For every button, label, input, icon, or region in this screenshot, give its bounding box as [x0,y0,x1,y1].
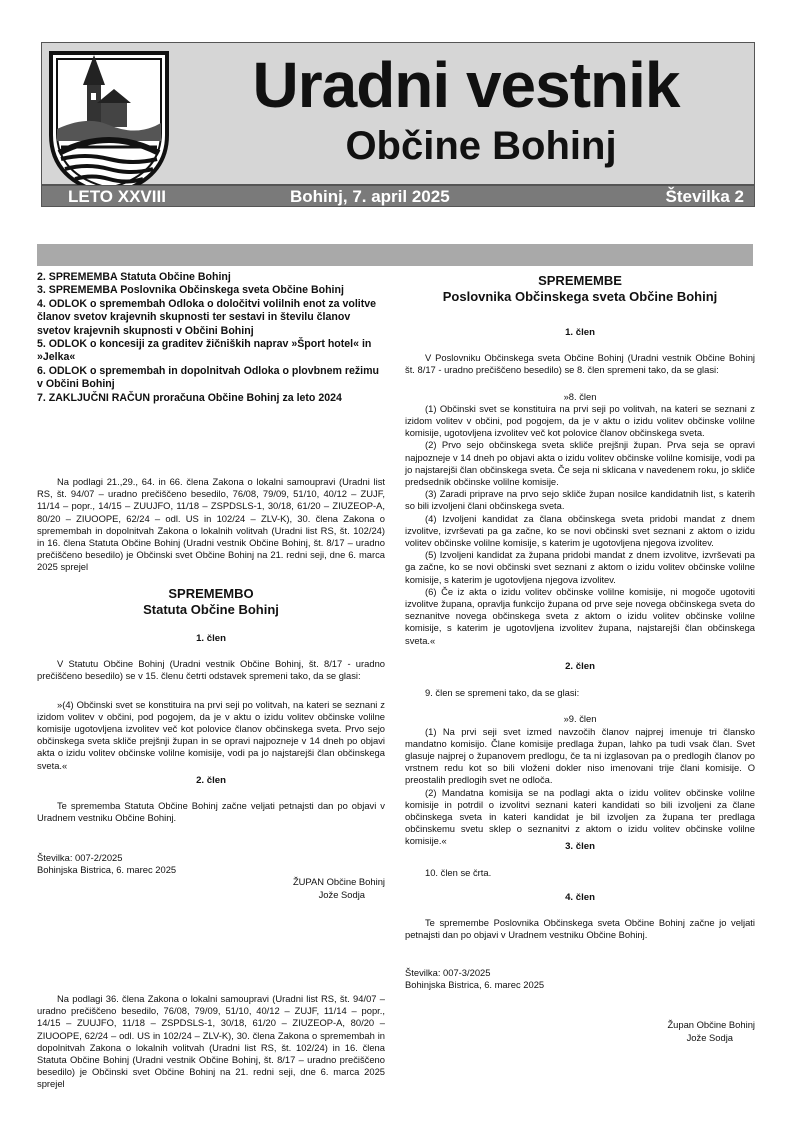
paragraph: (6) Če iz akta o izidu volitev občinske volilne komisije, ni mogoče ugotoviti izvolitve župana, opravlja funkcijo župana od prve seje novega občinskega sveta do seznanitve novega občinskega sveta z aktom o izidu volitev občinske volilne komisije, s katerim je ugotovljena izvolitev župana, najstarejši član občinskega sveta.« [405,585,755,646]
right-article-1 [405,327,755,647]
right-signature-block [405,967,755,1044]
article-quote-title: »9. člen [563,713,597,725]
signer-name: Jože Sodja [318,888,365,900]
paragraph: (2) Mandatna komisija se na podlagi akta o izidu volitev občinske volilne komisije in potrdil o izvolitvi seznani kateri kandidati so bili izvoljeni za člane občinskega sveta in kateri kandidat je bil izvoljen za župana ter predlaga občinskemu svetu sklep o seznanitvi z aktom o izidu volitev občinske volilne komisije.« [405,786,755,847]
paragraph: (1) Na prvi seji svet izmed navzočih članov najprej imenuje tri člansko mandatno komisijo. Člane komisije predlaga župan, lahko pa tudi vsak član. Svet glasuje najprej o županovem predlogu, če ta ni izglasovan pa o predlogih članov po vrstnem redu kot so bili vloženi dokler niso imenovani trije člani komisije. O preostalih predlogih svet ne odloča. [405,725,755,786]
article-text: V Poslovniku Občinskega sveta Občine Bohinj (Uradni vestnik Občine Bohinj št. 8/17 - uradno prečiščeno besedilo) se 8. člen spremeni tako, da se glasi: [405,352,755,376]
paragraph: (4) Izvoljeni kandidat za člana občinskega sveta pridobi mandat z dnem izvolitve, izvrševati pa ga začne, ko se novi občinski svet seznani z aktom o izidu volitev občinske volilne komisije, s katerim je ugotovljena njegova izvolitev. [405,512,755,549]
article-heading: 2. člen [196,775,226,786]
heading-poslovnika: Poslovnika Občinskega sveta Občine Bohinj [442,289,718,304]
heading-statuta: Statuta Občine Bohinj [143,602,279,617]
left-intro-1: Na podlagi 21.,29., 64. in 66. člena Zakona o lokalni samoupravi (Uradni list RS, št. 94/07 – uradno prečiščeno besedilo, 76/08, 79/09, 51/10, 40/12 – ZUJF, 11/14 – popr., 14/15 – ZUUJFO, 11/18 – ZSPDSLS-1, 30/18, 61/20 – ZIUZEOP-A, 80/20 – ZIUOOPE, 62/24 – odl. US in 102/24 – ZLV-K), 30. člena Zakona o spremembah in dopolnitvah Zakona o lokalnih volitvah (Uradni list RS, št. 102/24) in 16. člena Statuta Občine Bohinj (Uradni vestnik Občine Bohinj, št. 8/17 – uradno prečiščeno besedilo) je Občinski svet Občine Bohinj na 21. redni seji, dne 6. marca 2025 sprejel [37,476,385,573]
article-quote: »(4) Občinski svet se konstituira na prvi seji po volitvah, na kateri se seznani z izidom volitev v občini, pod pogojem, da je v aktu o izidu volitev občinske volilne komisije ugotovljena izvolitev več kot polovice članov občinskega sveta. Prvo sejo občinskega sveta skliče prejšnji župan in se opravi najpozneje v 14 dneh po objavi akta o izidu volitev občinske volilne komisije, vodi pa jo najstarejši član občinskega sveta.« [37,698,385,771]
left-signature-block [37,852,385,901]
separator-band [37,244,753,266]
table-of-contents [37,271,383,405]
toc-item[interactable]: 6. ODLOK o spremembah in dopolnitvah Odloka o plovbnem režimu v Občini Bohinj [37,364,379,391]
issue-date: Bohinj, 7. april 2025 [290,187,450,206]
toc-item[interactable]: 7. ZAKLJUČNI RAČUN proračuna Občine Bohinj za leto 2024 [37,391,342,404]
article-text: 10. člen se črta. [425,867,492,879]
paragraph: (3) Zaradi priprave na prvo sejo skliče župan nosilce kandidatnih list, s katerih so bili izvoljeni člani občinskega sveta. [405,488,755,512]
heading-spremembo: SPREMEMBO [168,586,254,601]
page-title: Uradni vestnik [252,49,680,121]
left-heading [37,586,385,618]
signer-name: Jože Sodja [686,1031,733,1043]
document-number: Številka: 007-2/2025 [37,852,123,863]
masthead-info-bar [41,185,755,207]
article-heading: 2. člen [565,661,595,672]
coat-of-arms-icon [47,49,171,197]
right-article-4 [405,892,755,942]
toc-item[interactable]: 3. SPREMEMBA Poslovnika Občinskega sveta Občine Bohinj [37,284,344,297]
page-subtitle: Občine Bohinj [345,124,617,168]
toc-item[interactable]: 5. ODLOK o koncesiji za graditev žičniških naprav »Šport hotel« in »Jelka« [37,338,372,364]
document-place-date: Bohinjska Bistrica, 6. marec 2025 [405,979,545,991]
heading-spremembe: SPREMEMBE [538,273,622,288]
right-article-2 [405,661,755,848]
masthead [41,42,755,207]
right-article-3 [405,841,755,879]
right-heading [405,273,755,305]
toc-item[interactable]: 2. SPREMEMBA Statuta Občine Bohinj [37,271,231,283]
document-place-date: Bohinjska Bistrica, 6. marec 2025 [37,864,177,876]
toc-item[interactable]: 4. ODLOK o spremembah Odloka o določitvi volilnih enot za volitve članov svetov krajevnih skupnosti ter sestavi in številu članov svetov krajevnih skupnosti v Občini Bohinj [37,297,377,337]
left-article-1 [37,633,385,772]
document-number: Številka: 007-3/2025 [405,967,491,978]
signer-role: ŽUPAN Občine Bohinj [292,876,385,888]
article-text: V Statutu Občine Bohinj (Uradni vestnik Občine Bohinj, št. 8/17 - uradno prečiščeno besedilo) se v 15. členu četrti odstavek spremeni tako, da se glasi: [37,658,385,682]
paragraph: (2) Prvo sejo občinskega sveta skliče prejšnji župan. Prva seja se opravi najpozneje v 14 dneh po objavi akta o izidu volitev občinske volilne komisije, vodi pa jo najstarejši član občinskega sveta. Če seja ni sklicana v navedenem roku, jo skliče predsednik občinske volilne komisije. [405,439,755,488]
year-label: LETO XXVIII [68,187,166,206]
issue-number: Številka 2 [665,187,744,206]
article-heading: 1. člen [196,633,226,644]
article-heading: 1. člen [565,327,595,338]
paragraph: (1) Občinski svet se konstituira na prvi seji po volitvah, na kateri se seznani z izidom volitev v občini, pod pogojem, da je v aktu o izidu volitev občinske volilne komisije, ugotovljena izvolitev več kot polovice članov občinskega sveta. [405,402,755,439]
article-text: Te spremembe Poslovnika Občinskega sveta Občine Bohinj začne jo veljati petnajsti dan po objavi v Uradnem vestniku Občine Bohinj. [405,917,755,941]
left-intro-2: Na podlagi 36. člena Zakona o lokalni samoupravi (Uradni list RS, št. 94/07 – uradno prečiščeno besedilo, 76/08, 79/09, 51/10, 40/12 – ZUJF, 11/14 – popr., 14/15 – ZUUJFO, 11/18 – ZSPDSLS-1, 30/18, 61/20 – ZIUZEOP-A, 80/20 – ZIUOOPE, 62/24 – odl. US in 102/24 – ZLV-K), 30. člena Zakona o spremembah in dopolnitvah Zakona o lokalnih volitvah (Uradni list RS, št. 102/24) in 16. člena Statuta Občine Bohinj (Uradni vestnik Občine Bohinj, št. 8/17 – uradno prečiščeno besedilo) je Občinski svet Občine Bohinj na 21. redni seji, dne 6. marca 2025 sprejel [37,993,385,1090]
left-article-2 [37,775,385,825]
article-text: Te sprememba Statuta Občine Bohinj začne veljati petnajsti dan po objavi v Uradnem vestniku Občine Bohinj. [37,800,385,824]
signer-role: Župan Občine Bohinj [667,1019,755,1031]
paragraph: (5) Izvoljeni kandidat za župana pridobi mandat z dnem izvolitve, izvrševati pa ga začne, ko se novi občinski svet seznani z aktom o izidu volitev občinske volilne komisije, s katerim je ugotovljena njegova izvolitev. [405,549,755,585]
article-quote-title: »8. člen [563,390,597,402]
article-heading: 3. člen [565,841,595,852]
article-heading: 4. člen [565,892,595,903]
article-text: 9. člen se spremeni tako, da se glasi: [425,687,580,699]
